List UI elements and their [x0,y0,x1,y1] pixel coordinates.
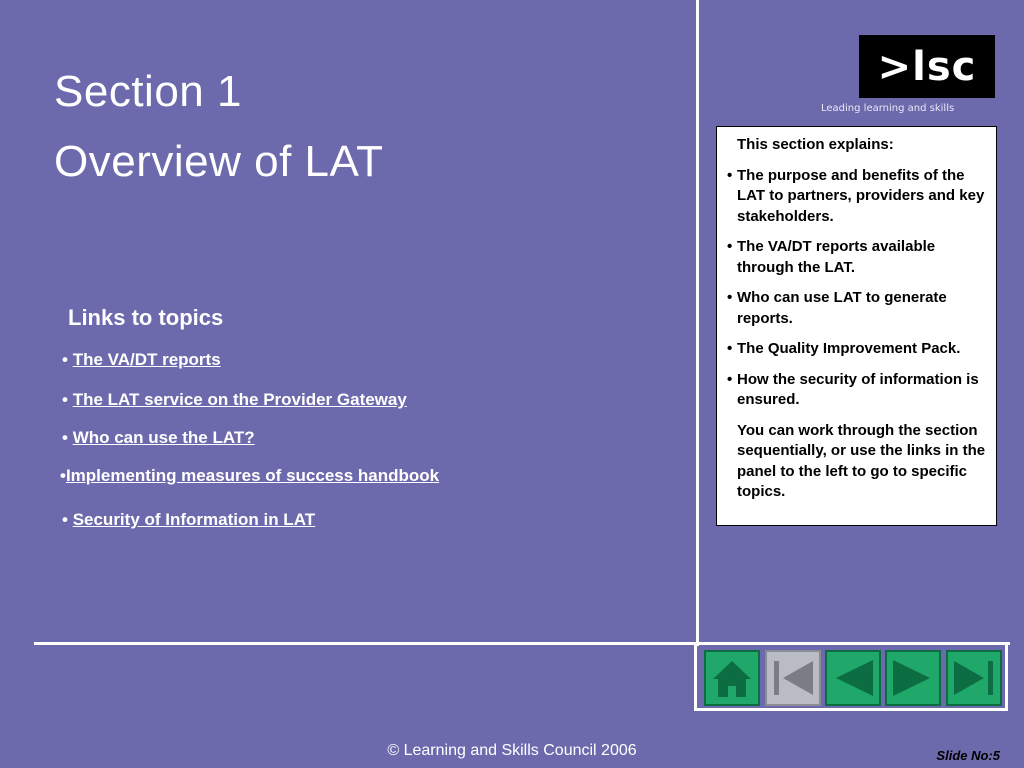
home-button[interactable] [704,650,760,706]
page-title: Overview of LAT [54,137,384,186]
first-slide-button[interactable] [765,650,821,706]
first-slide-icon [767,652,819,704]
copyright-footer: © Learning and Skills Council 2006 [387,742,637,759]
link-who-can-use[interactable]: Who can use the LAT? [72,428,255,447]
next-button[interactable] [885,650,941,706]
frame-divider-horizontal [34,642,1010,645]
list-item: • The VA/DT reports available through the LAT. [727,238,936,276]
list-item: • How the security of information is ensured. [727,370,979,408]
previous-button[interactable] [825,650,881,706]
info-panel [716,126,997,526]
links-heading: Links to topics [68,305,224,330]
frame-divider-vertical [696,0,699,646]
logo-tagline: Leading learning and skills [821,103,955,114]
link-lat-service-gateway[interactable]: The LAT service on the Provider Gateway [72,390,407,409]
last-slide-button[interactable] [946,650,1002,706]
slide-number: Slide No:5 [936,748,1000,763]
bullet: • [60,466,66,485]
bullet: • [62,390,68,409]
link-item [62,510,315,530]
last-slide-icon [948,652,1000,704]
bullet: • [62,428,68,447]
nav-frame-bottom [694,708,1008,711]
bullet: • [62,510,68,529]
nav-frame-left [694,644,697,710]
list-item: • Who can use LAT to generate reports. [727,289,947,327]
next-icon [887,652,939,704]
info-list [725,166,988,411]
link-vadt-reports[interactable]: The VA/DT reports [72,350,221,369]
bullet: • [62,350,68,369]
link-item [60,466,439,486]
link-item [62,428,255,448]
section-title: Section 1 [54,67,242,116]
link-measures-handbook[interactable]: Implementing measures of success handbook [65,466,440,485]
list-item: • The Quality Improvement Pack. [727,340,961,357]
list-item: • The purpose and benefits of the LAT to partners, providers and key stakeholders. [727,166,985,225]
link-security-info[interactable]: Security of Information in LAT [72,510,316,529]
home-icon [706,652,758,704]
previous-icon [827,652,879,704]
link-item [62,350,221,370]
info-intro: This section explains: [737,136,894,153]
info-outro: You can work through the section sequentially, or use the links in the panel to the left to go to specific topics. [737,421,986,500]
nav-frame-right [1005,644,1008,710]
link-item [62,390,407,410]
lsc-logo: >lsc [859,35,995,98]
